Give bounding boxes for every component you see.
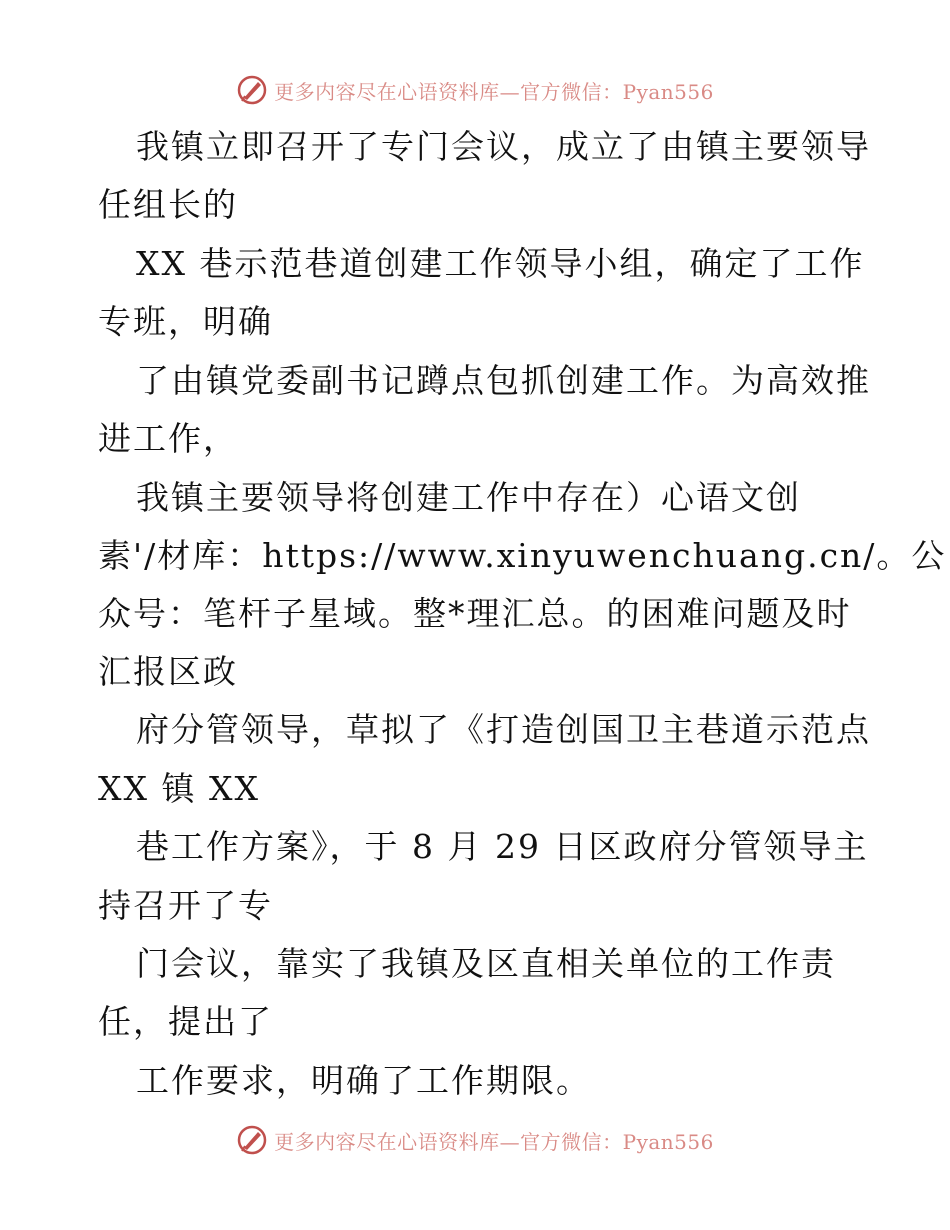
body-line: 我镇主要领导将创建工作中存在）心语文创: [136, 478, 801, 517]
quill-pen-logo-icon: [236, 1124, 268, 1156]
body-line: 众号：笔杆子星域。整*理汇总。的困难问题及时: [98, 594, 852, 633]
body-line: XX 镇 XX: [98, 769, 260, 808]
body-line: 进工作，: [98, 419, 238, 458]
body-line: 素'/材库：https://www.xinyuwenchuang.cn/。公: [98, 536, 947, 575]
body-line: 巷工作方案》，于 8 月 29 日区政府分管领导主: [136, 827, 869, 866]
body-line: 工作要求，明确了工作期限。: [136, 1061, 591, 1100]
quill-pen-logo-icon: [236, 74, 268, 106]
body-line: 门会议，靠实了我镇及区直相关单位的工作责: [136, 944, 836, 983]
body-line: XX 巷示范巷道创建工作领导小组，确定了工作: [136, 244, 865, 283]
body-line: 我镇立即召开了专门会议，成立了由镇主要领导: [136, 127, 871, 166]
body-line: 府分管领导，草拟了《打造创国卫主巷道示范点: [136, 710, 871, 749]
body-line: 汇报区政: [98, 652, 238, 691]
body-line: 专班，明确: [98, 302, 273, 341]
footer-banner-text: 更多内容尽在心语资料库—官方微信：Pyan556: [274, 1129, 714, 1154]
header-watermark-banner: [0, 70, 950, 110]
body-line: 任组长的: [98, 185, 238, 224]
body-line: 任，提出了: [98, 1002, 273, 1041]
header-banner-text: 更多内容尽在心语资料库—官方微信：Pyan556: [274, 79, 714, 104]
footer-watermark-banner: [0, 1120, 950, 1160]
body-line: 持召开了专: [98, 886, 273, 925]
body-line: 了由镇党委副书记蹲点包抓创建工作。为高效推: [136, 361, 871, 400]
